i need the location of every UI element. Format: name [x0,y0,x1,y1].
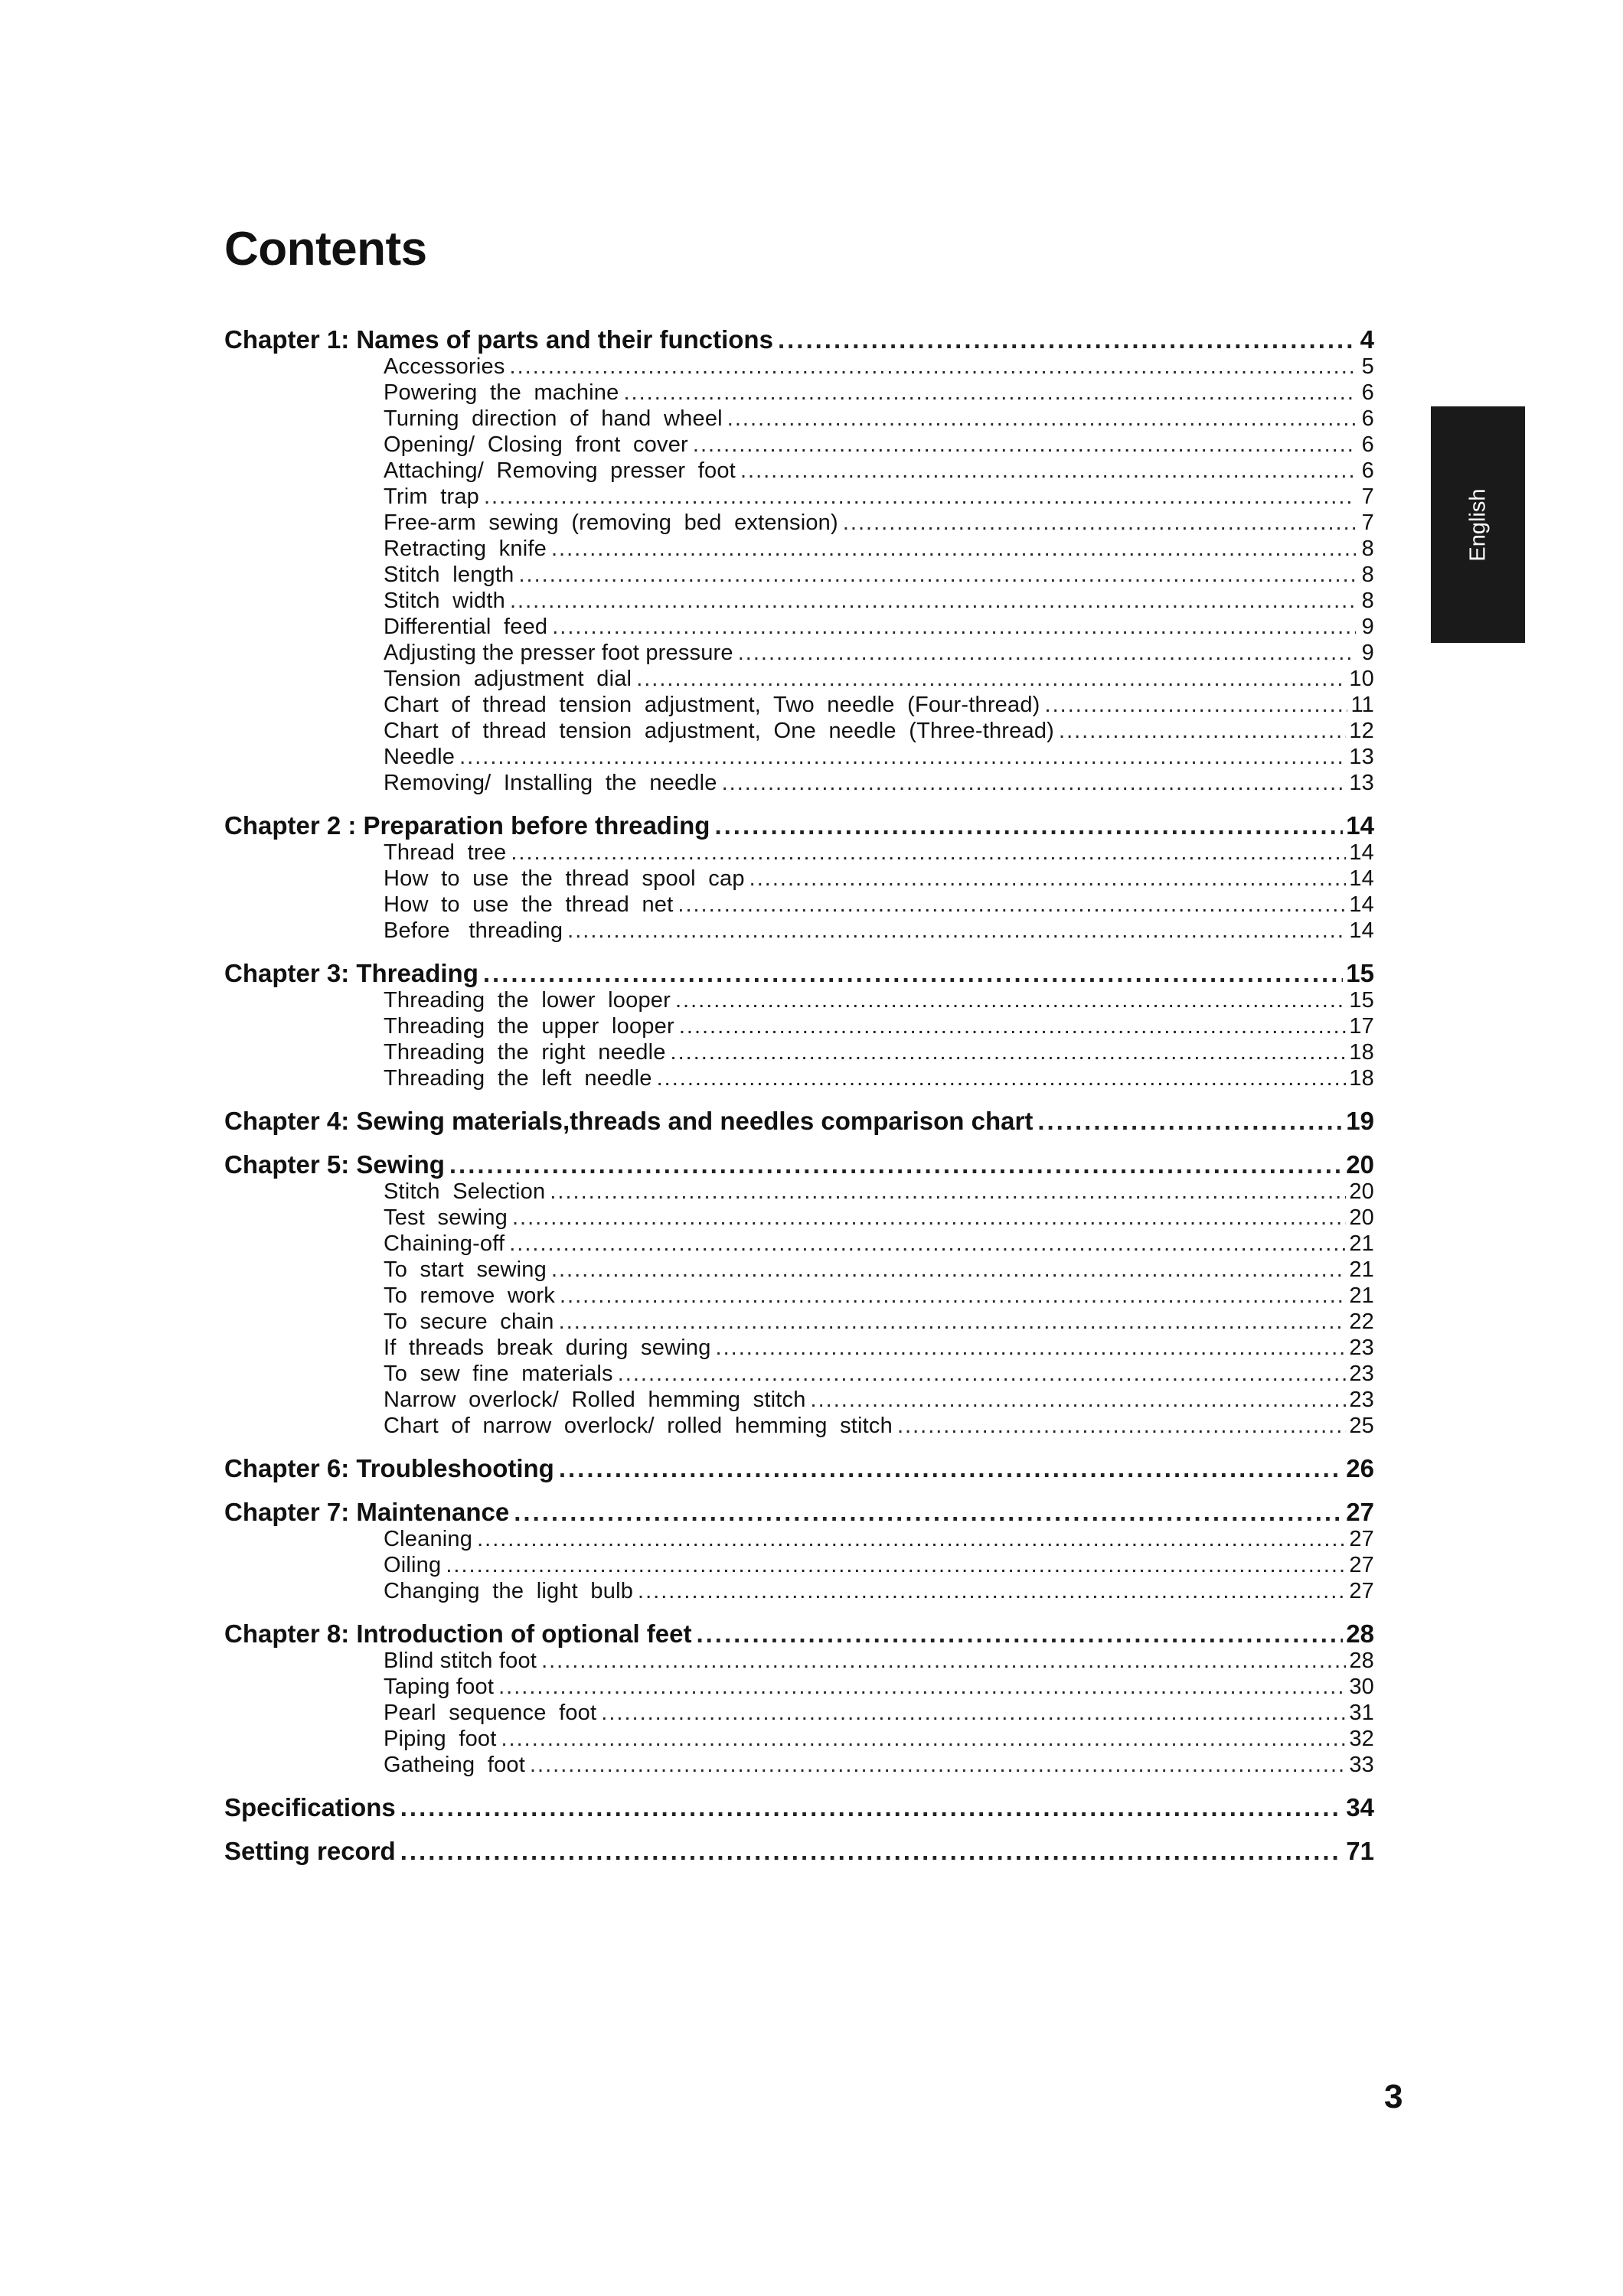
toc-chapter-title: Chapter 7: Maintenance [224,1498,510,1526]
dot-leader [679,1013,1347,1039]
dot-leader [518,562,1356,588]
toc-item-page: 6 [1361,458,1374,483]
toc-item-page: 5 [1361,354,1374,379]
toc-item [224,1283,1374,1309]
toc-chapter-entry [224,1151,1374,1179]
dot-leader [727,406,1356,432]
dot-leader [716,1335,1347,1361]
toc-item-page: 23 [1349,1388,1374,1412]
toc-chapter-page: 26 [1346,1454,1374,1482]
dot-leader [740,458,1356,484]
toc-chapter-title: Chapter 2 : Preparation before threading [224,811,710,840]
toc-item-page: 31 [1349,1701,1374,1725]
toc-item [224,406,1374,432]
toc-item-title: Threading the lower looper [384,988,671,1013]
dot-leader [512,1205,1346,1231]
toc-chapter-page: 4 [1360,325,1374,354]
toc-item [224,1726,1374,1752]
dot-leader [510,588,1356,614]
toc-chapter-entry [224,1455,1374,1482]
toc-item [224,432,1374,458]
dot-leader [551,536,1356,562]
toc-item-page: 8 [1361,563,1374,587]
toc-item-title: To secure chain [384,1309,554,1334]
dot-leader [749,866,1347,892]
dot-leader [559,1455,1343,1482]
toc-item-title: Stitch width [384,589,505,613]
toc-item [224,536,1374,562]
dot-leader [483,960,1343,987]
toc-chapter-entry [224,1620,1374,1648]
dot-leader [738,640,1356,666]
dot-leader [671,1039,1347,1065]
toc-item [224,1013,1374,1039]
toc-item-title: To remove work [384,1283,555,1308]
toc-chapter-page: 34 [1346,1793,1374,1821]
toc-item-title: If threads break during sewing [384,1336,711,1360]
toc-item [224,1231,1374,1257]
toc-chapter-entry [224,326,1374,354]
toc-chapter-page: 71 [1346,1837,1374,1865]
toc-item-page: 9 [1361,615,1374,639]
toc-item [224,1552,1374,1578]
toc-item-page: 32 [1349,1727,1374,1751]
toc-chapter-title: Chapter 1: Names of parts and their functions [224,325,773,354]
toc-item-title: Opening/ Closing front cover [384,432,688,457]
toc-item-page: 20 [1349,1179,1374,1204]
dot-leader [618,1361,1347,1387]
toc-chapter-page: 27 [1346,1498,1374,1526]
toc-item-title: Pearl sequence foot [384,1701,597,1725]
toc-chapter-title: Chapter 4: Sewing materials,threads and needles comparison chart [224,1107,1034,1135]
dot-leader [400,1838,1344,1865]
toc-item-title: Differential feed [384,615,548,639]
toc-item-title: Blind stitch foot [384,1649,537,1673]
dot-leader [722,770,1347,796]
toc-item-page: 14 [1349,840,1374,865]
toc-item-page: 13 [1349,771,1374,795]
toc-item-title: Powering the machine [384,380,619,405]
toc-item [224,1413,1374,1439]
dot-leader [714,812,1343,840]
toc-chapter-title: Setting record [224,1837,396,1865]
dot-leader [477,1526,1346,1552]
toc-item-page: 18 [1349,1040,1374,1065]
toc-item-page: 14 [1349,918,1374,943]
toc-item [224,458,1374,484]
toc-item-title: Changing the light bulb [384,1579,634,1603]
toc-chapter-page: 19 [1346,1107,1374,1135]
toc-item-page: 25 [1349,1414,1374,1438]
dot-leader [696,1620,1343,1648]
toc-item [224,1309,1374,1335]
toc-item-page: 8 [1361,536,1374,561]
language-tab [1431,406,1525,643]
dot-leader [541,1648,1346,1674]
toc-item-title: Stitch length [384,563,514,587]
toc-item [224,744,1374,770]
toc-item-title: Before threading [384,918,563,943]
toc-item-page: 6 [1361,380,1374,405]
dot-leader [559,1309,1347,1335]
toc-chapter-page: 20 [1346,1150,1374,1179]
toc-item [224,718,1374,744]
toc-item-title: To sew fine materials [384,1362,613,1386]
toc-chapter-page: 15 [1346,959,1374,987]
toc-chapter-title: Specifications [224,1793,396,1821]
toc-item-page: 21 [1349,1283,1374,1308]
dot-leader [693,432,1356,458]
dot-leader [843,510,1356,536]
toc-item-title: Stitch Selection [384,1179,546,1204]
dot-leader [449,1151,1343,1179]
dot-leader [514,1499,1343,1526]
toc-item-title: Threading the upper looper [384,1014,674,1039]
dot-leader [811,1387,1347,1413]
toc-item [224,1179,1374,1205]
toc-item-page: 21 [1349,1231,1374,1256]
toc-item [224,484,1374,510]
toc-item-title: To start sewing [384,1257,547,1282]
toc-item-page: 27 [1349,1553,1374,1577]
dot-leader [511,840,1346,866]
toc-chapter-entry [224,1499,1374,1526]
toc-item-title: Threading the right needle [384,1040,666,1065]
toc-item [224,1526,1374,1552]
toc-item-title: Retracting knife [384,536,547,561]
dot-leader [552,614,1356,640]
toc-item-page: 6 [1361,406,1374,431]
toc-chapter-entry [224,1794,1374,1821]
toc-item-page: 27 [1349,1527,1374,1551]
toc-item [224,562,1374,588]
dot-leader [657,1065,1347,1091]
toc-item-page: 23 [1349,1362,1374,1386]
toc-chapter-entry [224,1838,1374,1865]
toc-item-page: 7 [1361,484,1374,509]
dot-leader [484,484,1356,510]
toc-item-title: Free-arm sewing (removing bed extension) [384,510,838,535]
dot-leader [400,1794,1344,1821]
toc-item [224,1065,1374,1091]
dot-leader [446,1552,1346,1578]
toc-item-page: 11 [1350,693,1374,717]
toc-item [224,1205,1374,1231]
dot-leader [498,1674,1346,1700]
dot-leader [509,1231,1346,1257]
toc-item-page: 22 [1349,1309,1374,1334]
toc-item [224,666,1374,692]
toc-item-page: 28 [1349,1649,1374,1673]
dot-leader [1037,1107,1343,1135]
toc-item-title: Piping foot [384,1727,497,1751]
toc-item [224,640,1374,666]
toc-item-title: Cleaning [384,1527,473,1551]
toc-item-title: Accessories [384,354,505,379]
toc-item [224,1648,1374,1674]
toc-item [224,510,1374,536]
dot-leader [636,666,1346,692]
toc-item [224,380,1374,406]
dot-leader [601,1700,1346,1726]
toc-item-title: Tension adjustment dial [384,667,632,691]
toc-item-page: 23 [1349,1336,1374,1360]
dot-leader [1059,718,1346,744]
toc-item-title: Turning direction of hand wheel [384,406,723,431]
toc-item-page: 33 [1349,1753,1374,1777]
toc-item-page: 7 [1361,510,1374,535]
toc-item-page: 8 [1361,589,1374,613]
toc-chapter-title: Chapter 8: Introduction of optional feet [224,1619,692,1648]
toc-item [224,987,1374,1013]
toc-item [224,1039,1374,1065]
toc-item-page: 20 [1349,1205,1374,1230]
toc-item [224,588,1374,614]
toc-item [224,866,1374,892]
toc-item-page: 30 [1349,1675,1374,1699]
dot-leader [897,1413,1346,1439]
toc-item-page: 10 [1349,667,1374,691]
toc-item [224,892,1374,918]
toc-item [224,770,1374,796]
toc-item-page: 9 [1361,641,1374,665]
toc-item [224,614,1374,640]
dot-leader [1045,692,1348,718]
dot-leader [530,1752,1346,1778]
toc-item-page: 15 [1349,988,1374,1013]
toc-item [224,692,1374,718]
dot-leader [567,918,1346,944]
dot-leader [459,744,1346,770]
toc-item-title: Chart of thread tension adjustment, Two needle (Four-thread) [384,693,1040,717]
dot-leader [510,354,1356,380]
table-of-contents [224,326,1374,1865]
toc-item-title: How to use the thread spool cap [384,866,745,891]
toc-item-title: Test sewing [384,1205,508,1230]
toc-chapter-entry [224,1107,1374,1135]
toc-chapter-title: Chapter 6: Troubleshooting [224,1454,554,1482]
toc-item-page: 17 [1349,1014,1374,1039]
toc-item-page: 6 [1361,432,1374,457]
dot-leader [778,326,1356,354]
toc-item [224,1674,1374,1700]
dot-leader [501,1726,1347,1752]
dot-leader [560,1283,1346,1309]
toc-chapter-title: Chapter 5: Sewing [224,1150,445,1179]
dot-leader [675,987,1346,1013]
toc-item-title: Removing/ Installing the needle [384,771,717,795]
dot-leader [551,1257,1346,1283]
toc-item-page: 27 [1349,1579,1374,1603]
toc-item [224,354,1374,380]
toc-item [224,1335,1374,1361]
toc-item [224,1578,1374,1604]
toc-item-title: Chaining-off [384,1231,505,1256]
toc-item-title: Gatheing foot [384,1753,525,1777]
toc-item-page: 14 [1349,866,1374,891]
toc-item [224,918,1374,944]
toc-item-title: Trim trap [384,484,479,509]
dot-leader [550,1179,1346,1205]
dot-leader [678,892,1346,918]
toc-item [224,1257,1374,1283]
toc-item-title: How to use the thread net [384,892,674,917]
toc-chapter-page: 14 [1346,811,1374,840]
toc-chapter-entry [224,960,1374,987]
toc-item [224,1387,1374,1413]
toc-item [224,840,1374,866]
toc-item-page: 13 [1349,745,1374,769]
toc-item-title: Adjusting the presser foot pressure [384,641,733,665]
toc-item-title: Chart of thread tension adjustment, One needle (Three-thread) [384,719,1055,743]
toc-item-title: Thread tree [384,840,507,865]
toc-item-title: Chart of narrow overlock/ rolled hemming stitch [384,1414,893,1438]
dot-leader [638,1578,1346,1604]
toc-item-page: 21 [1349,1257,1374,1282]
toc-item [224,1361,1374,1387]
toc-item-title: Needle [384,745,456,769]
toc-chapter-page: 28 [1346,1619,1374,1648]
dot-leader [623,380,1356,406]
toc-item-title: Attaching/ Removing presser foot [384,458,736,483]
page-title: Contents [224,223,427,276]
toc-chapter-title: Chapter 3: Threading [224,959,478,987]
toc-item-title: Taping foot [384,1675,495,1699]
toc-item [224,1700,1374,1726]
toc-item-page: 14 [1349,892,1374,917]
language-tab-label: English [1465,488,1490,562]
toc-item-page: 12 [1349,719,1374,743]
toc-chapter-entry [224,812,1374,840]
toc-item-page: 18 [1349,1066,1374,1091]
toc-item [224,1752,1374,1778]
toc-item-title: Threading the left needle [384,1066,652,1091]
page-number: 3 [1384,2078,1403,2115]
toc-item-title: Oiling [384,1553,442,1577]
toc-item-title: Narrow overlock/ Rolled hemming stitch [384,1388,806,1412]
